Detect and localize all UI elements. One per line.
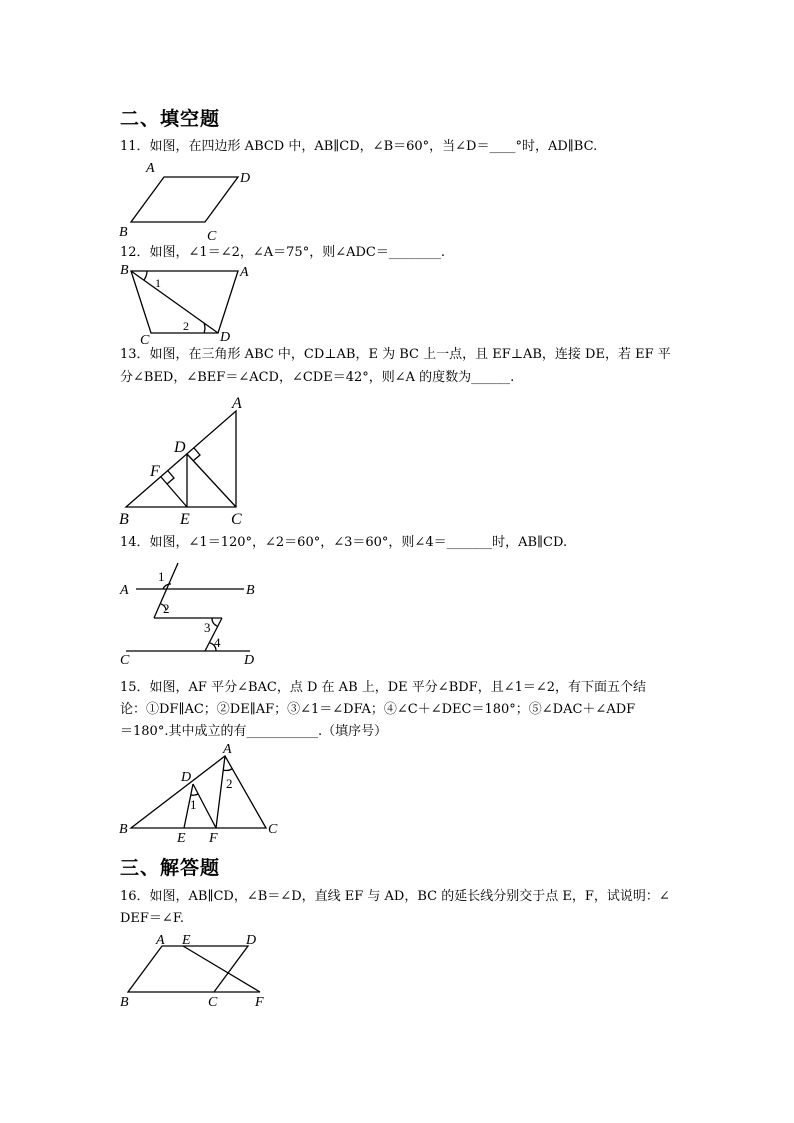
label-angle-1: 1: [190, 797, 197, 812]
label-c: C: [231, 511, 242, 528]
label-e: E: [182, 933, 191, 948]
label-c: C: [140, 333, 150, 348]
parallelogram-abcd: [128, 946, 248, 992]
label-b: B: [120, 995, 129, 1010]
question-14-text: 14．如图，∠1＝120°，∠2＝60°，∠3＝60°，则∠4＝_______时，AB∥CD.: [120, 535, 568, 550]
label-angle-2: 2: [183, 319, 189, 333]
label-c: C: [268, 822, 278, 837]
label-a: A: [156, 933, 165, 948]
label-angle-2: 2: [163, 601, 170, 616]
label-b: B: [120, 263, 129, 278]
question-15-line3: ＝180°.其中成立的有___________.（填序号）: [120, 724, 388, 739]
label-e: E: [177, 831, 186, 846]
question-16-line2: DEF＝∠F.: [120, 911, 184, 926]
label-angle-1: 1: [155, 276, 161, 290]
label-b: B: [119, 225, 128, 240]
label-angle-3: 3: [204, 620, 211, 635]
label-c: C: [207, 229, 217, 244]
label-d: D: [181, 770, 192, 785]
label-d: D: [246, 933, 257, 948]
label-b: B: [119, 822, 128, 837]
label-a: A: [240, 265, 249, 280]
label-angle-4: 4: [214, 635, 221, 650]
label-a: A: [223, 742, 232, 757]
question-15-line1: 15．如图，AF 平分∠BAC，点 D 在 AB 上，DE 平分∠BDF，且∠1＝∠2，有下面五个结: [120, 680, 647, 695]
section-title-fill-in: 二、填空题: [120, 108, 221, 130]
question-13-line1: 13．如图，在三角形 ABC 中，CD⊥AB，E 为 BC 上一点，且 EF⊥AB，连接 DE，若 EF 平: [120, 347, 671, 362]
section-title-solutions: 三、解答题: [120, 857, 221, 879]
label-f: F: [209, 831, 218, 846]
label-b: B: [119, 511, 129, 528]
label-angle-2: 2: [226, 776, 233, 791]
question-11-text: 11．如图，在四边形 ABCD 中，AB∥CD，∠B＝60°，当∠D＝____°时，AD∥BC.: [120, 139, 598, 154]
label-d: D: [240, 171, 251, 186]
line-ef: [183, 946, 260, 992]
label-d: D: [244, 653, 255, 668]
label-c: C: [120, 653, 130, 668]
label-d: D: [174, 439, 186, 456]
question-13-line2: 分∠BED，∠BEF＝∠ACD，∠CDE＝42°，则∠A 的度数为______.: [120, 370, 515, 385]
question-16-line1: 16．如图，AB∥CD，∠B＝∠D，直线 EF 与 AD，BC 的延长线分别交于点 E，F，试说明：∠: [120, 889, 670, 904]
label-a: A: [146, 161, 155, 176]
label-f: F: [255, 995, 264, 1010]
label-f: F: [150, 463, 160, 480]
question-15-line2: 论：①DF∥AC；②DE∥AF；③∠1＝∠DFA；④∠C＋∠DEC＝180°；⑤∠DAC＋∠ADF: [120, 702, 636, 717]
label-b: B: [246, 583, 255, 598]
label-c: C: [208, 995, 218, 1010]
question-12-text: 12．如图，∠1＝∠2，∠A＝75°，则∠ADC＝________.: [120, 245, 445, 260]
label-a: A: [232, 395, 242, 412]
label-angle-1: 1: [158, 569, 165, 584]
label-d: D: [220, 330, 231, 345]
label-e: E: [180, 511, 190, 528]
label-a: A: [120, 583, 129, 598]
